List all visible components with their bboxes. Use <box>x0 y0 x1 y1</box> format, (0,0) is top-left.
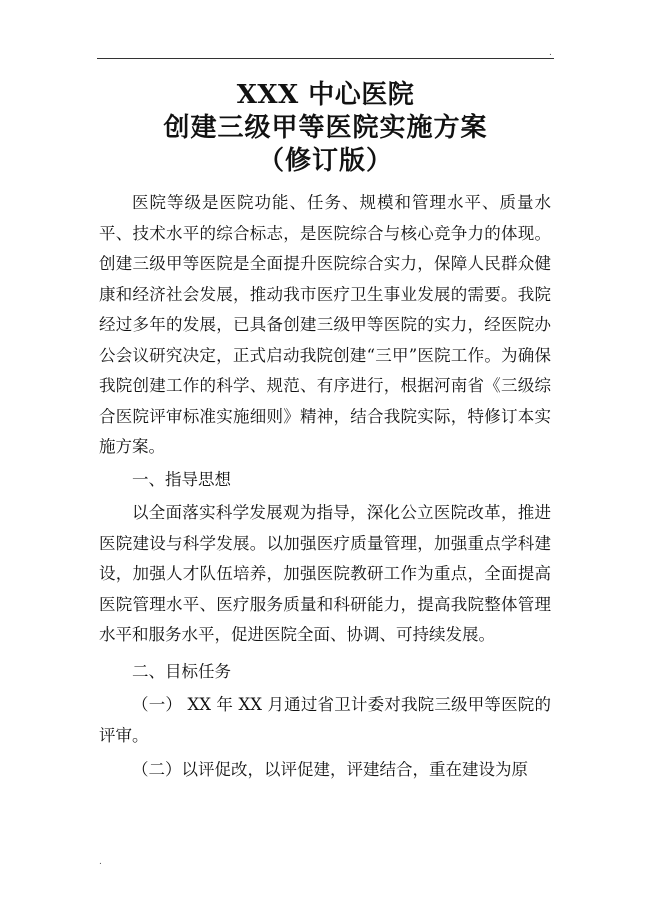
title-revision-note: （修订版） <box>257 146 393 176</box>
objective-item-2: （二）以评促改，以评促建，评建结合，重在建设为原 <box>132 760 528 779</box>
title-plan-name: 创建三级甲等医院实施方案 <box>163 113 488 143</box>
document-body <box>99 188 551 786</box>
title-hospital-name: XXX 中心医院 <box>236 80 415 110</box>
corner-mark-top-right: . <box>549 48 552 58</box>
section-heading-guiding-ideology: 一、指导思想 <box>132 469 231 489</box>
section-heading-objectives: 二、目标任务 <box>132 661 231 681</box>
document-title <box>97 79 554 178</box>
guiding-ideology-paragraph: 以全面落实科学发展观为指导，深化公立医院改革，推进医院建设与科学发展。以加强医疗质量管理，加强重点学科建设，加强人才队伍培养，加强医院教研工作为重点，全面提高医院管理水平、医疗服务质量和科研能力，提高我院整体管理水平和服务水平，促进医院全面、协调、可持续发展。 <box>99 503 551 644</box>
intro-paragraph: 医院等级是医院功能、任务、规模和管理水平、质量水平、技术水平的综合标志，是医院综合与核心竞争力的体现。创建三级甲等医院是全面提升医院综合实力，保障人民群众健康和经济社会发展，推动我市医疗卫生事业发展的需要。我院经过多年的发展，已具备创建三级甲等医院的实力，经医院办公会议研究决定，正式启动我院创建“三甲”医院工作。为确保我院创建工作的科学、规范、有序进行，根据河南省《三级综合医院评审标准实施细则》精神，结合我院实际，特修订本实施方案。 <box>99 193 551 456</box>
corner-mark-bottom-left: . <box>99 857 102 867</box>
header-rule <box>97 58 554 59</box>
objective-item-1: （一） XX 年 XX 月通过省卫计委对我院三级甲等医院的评审。 <box>99 695 551 745</box>
